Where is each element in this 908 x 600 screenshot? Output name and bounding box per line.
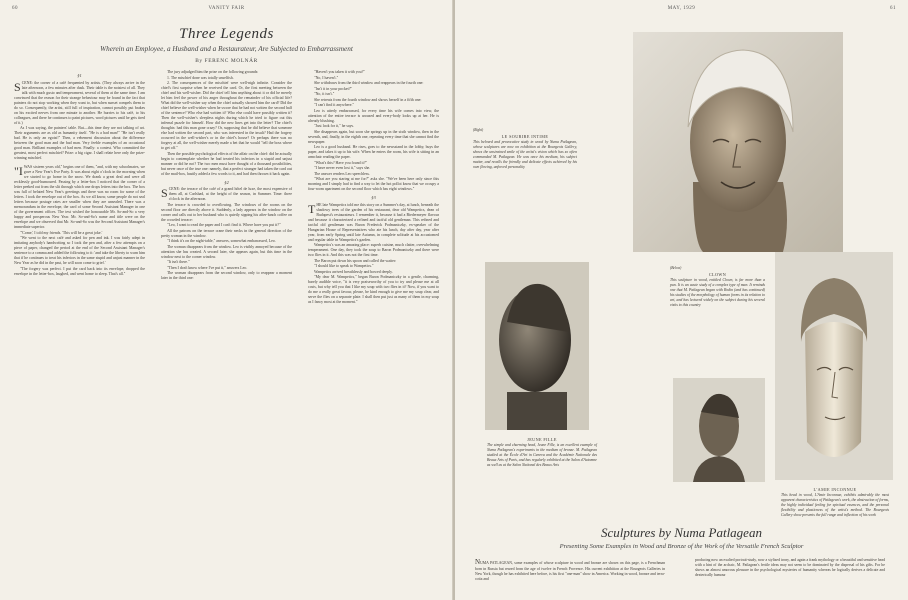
paragraph: 1. The mischief done was totally unselfish. [167, 75, 234, 80]
photo-jeune-fille [485, 262, 589, 430]
caption-text: This beloved and provocative study in wood by Numa Patlagean, whose sculptures are now on exhibition at the Bourgeois Gallery, shows the unstrained smile of the artist's vision which has so often commanded M. Patlagean. He was once his medium, his subject matter, and recalls the friendly and delicate effects achieved by his own flowing, unforced personality [473, 140, 577, 169]
paragraph: SCENE: the terrace of the café of a grand hôtel de luxe, the most expensive of them all, at Carlsbad, at the height of the season, in Summer. Time: three o'clock in the afternoon. [161, 186, 292, 202]
paragraph: Leo is utterly embarrassed, for every time his wife comes into view, the attention of the entire terrace is aroused and every-body looks up at her. He is already blushing. [308, 108, 439, 123]
paragraph: She disappears again, but soon she springs up in the sixth window, then in the seventh, and, finally, in the eighth one, repeating every time that she cannot find the newspaper. [308, 129, 439, 144]
caption-label: (Below) [670, 266, 682, 270]
paragraph: "IWAS sixteen years old," begins one of them, "and, with my schoolmates, we gave a New Year's Eve Party. It was about eight o'clock in the morning when we started to go home in the snow. We drank a great deal and were all recklessly good-humoured. Passing by a letter-box I noticed that the corner of a letter peeked out from the slit through which one drops letters into the box. The box was full of belated New Year's greetings and there was no room for some of the letters. I took the envelope out of the box. As we all know, some people do not seal letters because postage rates are smaller when they are unsealed. There was a memorandum in the envelope, the card of some Second Assistant Manager in one of the government offices. The text wished the honourable Mr. So-and-So a very happy and prosperous New Year. Mr. So-and-So's name and title were on the envelope and we observed that Mr. So-and-So was the Second Assistant Manager's immediate superior. [14, 164, 145, 230]
caption-text: The simple and charming head, Jeune Fille, is an excellent example of Numa Patlagean's experiments in the medium of bronze. M. Patlagean studied at the École d'Art in Geneva and the Académie Nationale des Beaux Arts of Paris, and has regularly exhibited at the Salon d'Automne as well as at the Salon National des Beaux Arts [487, 443, 597, 468]
text-column-1 [14, 70, 145, 592]
paragraph: "It isn't there." [167, 260, 190, 265]
paragraph: Wampetics's was an amazing place: superb cuisine, much clatter, overwhelming temperament. One day, they took the soup to Baron Podmaniczky and there were two flies in it. And this was not the first time. [308, 243, 439, 258]
caption-text: This head in wood, L'Amie Inconnue, exhibits admirably the most apparent characteristics of Patlagean's work, the abstraction of forms, the highly individual feeling for spiritual essences, and the personal flexibility and plasticness of the artist's method. The Bourgeois Gallery show presents the full range and inflection of his work [781, 493, 889, 518]
paragraph: "What are you staring at me for?" asks she. "We've been here only since this morning and I simply had to find a way to let the hot polloi know that we occupy a four-room apartment on the second floor which has eight windows." [308, 177, 439, 191]
paragraph: "The forgery was perfect. I put the card back into its envelope, dropped the envelope in the letter-box, laughed, and went home to sleep. That's all." [14, 266, 145, 276]
paragraph: "What's this? Have you found it?" [314, 160, 368, 165]
paragraph: "I think it's on the night-table," answers, somewhat embarrassed, Leo. [167, 239, 276, 244]
caption-title: JEUNE FILLE [527, 437, 557, 442]
text-column-3 [308, 70, 439, 592]
paragraph: The Baron put down his spoon and called the waiter: [314, 258, 397, 263]
paragraph: The terrace is crowded to overflowing. The windows of the rooms on the second floor are directly above it. Suddenly, a lady appears in the window on the corner and calls out to her husband who is quietly sipping his after-lunch coffee on the crowded terrace: [161, 202, 292, 222]
caption-jeune-fille [487, 436, 597, 468]
paragraph: The jury adjudged him the prize on the following grounds: [167, 70, 259, 74]
left-page [0, 0, 453, 600]
paragraph: "We went to the next café and asked for pen and ink. I was fairly adept in imitating anybody's handwriting so I took the pen and, after a few attempts on a piece of paper, changed the period at the end of the Second Assistant Manager's sentence to a comma and added the following to it: 'and take the liberty to warn him that if he continues to treat his inferiors in the same stupid and unjust manner in the New Year as he did in the past, he will soon come to grief.' [14, 236, 145, 266]
paragraph: THE late Wampetics told me this story on a Summer's day, at lunch, beneath the shadowy trees of the garden of his restaurant, dear old Wampetics, dean of Budapest's restaurateurs. I remember it, because it had a Biedermeyer flavour and because it characterized a refined and tactful old gentleman. This refined and tactful old gentleman was Baron Frederick Podmaniczky, ex-speaker of the Hungarian House of Representatives who ate his lunch, day after day, year after year, from early Spring until late Autumn, in complete solitude at his accustomed and regular table in Wampetics's garden. [308, 201, 439, 242]
paragraph: Wampetics arrived breathlessly and bowed deeply. [314, 269, 393, 274]
photo-lamie-inconnue [775, 252, 893, 480]
paragraph: "No, it isn't." [314, 92, 335, 96]
paragraph: SCENE: the corner of a café frequented by artists. (They always arrive in the late afternoon, a few minutes after dusk. Their table is the noisiest of all. They talk with much gusto and temperament, several of them at the same time. I am convinced that the reason for their strange behaviour may be found in the fact that painters do not stop working when they want to, but when sunset compels them to do so. Consequently, the artist, still full of inspiration, cannot possibly put brakes on his excited nerves from one minute to another. He hurries to his café, to his colleagues, and there he continues to paint pictures, word pictures until he gets tired of it.) [14, 79, 145, 125]
paragraph: Then the possible psychological effects of the affair on the chief: did he actually begin to contemplate whether he had treated his inferiors in a stupid and unjust manner or did he not? The two men must have thought of a thousand possibilities, but never once of the true one: namely, that a perfect stranger had taken the card out of the mail-box, hastily added a few words to it, and had then thrown it back again. [161, 151, 292, 176]
paragraph: She retreats from the fourth window and shows herself in a fifth one: [314, 97, 422, 102]
section-marker: §3 [371, 195, 376, 200]
paragraph: "No, I haven't." [314, 75, 339, 80]
caption-clown [670, 266, 765, 308]
section-marker: §1 [77, 73, 82, 78]
paragraph: "I can't find it anywhere." [314, 103, 355, 107]
caption-title: CLOWN [708, 271, 727, 277]
paragraph: "Just look for it," he says. [314, 124, 355, 128]
section-marker: §2 [224, 179, 229, 185]
magazine-name: VANITY FAIR [208, 6, 245, 11]
caption-lamie-inconnue [781, 486, 889, 518]
issue-date: MAY, 1929 [667, 6, 696, 11]
sculpture-head-image [633, 32, 843, 252]
text-column-2 [161, 70, 292, 592]
intro-column-1: NUMA PATLAGEAN, some examples of whose sculpture in wood and bronze are shown on this page, is a Frenchman born in Russia but reared from the age of twelve in French Provence. His current exhibition at the Bourgeois Galleries in New York, though he has exhibited here before, is his first "one-man" show in America. Working in wood, bronze and terra-cotta and [475, 558, 665, 581]
bronze-head-image [485, 262, 589, 430]
right-page [455, 0, 908, 600]
paragraph: "Leo, I want to read the paper and I can't find it. Where have you put it?" [167, 223, 281, 228]
caption-sourire [473, 128, 577, 170]
article-title: Three Legends [179, 26, 274, 42]
bust-image [673, 378, 765, 482]
sculptures-subtitle: Presenting Some Examples in Wood and Bronze of the Work of the Versatile French Sculptor [559, 543, 804, 550]
left-folio: 60 [12, 6, 18, 11]
paragraph: 2. The consequences of the mischief were well-nigh infinite. Consider the chief's first surprise when he received the card. Or, the first meeting between the chief and his well-wisher. Did the chief tell him anything about it or did he merely let him feel the power of his anger throughout the remainder of his official life? What did the well-wisher say when the chief actually showed him the card? Did the chief believe the well-wisher when he swore that he had not written the second half of the sentence? Who else had written it? Who else could have possibly written it? Then the well-wisher's sleepless nights during which he tried to figure out this infernal puzzle for himself. How did the new lines get into the letter? The chief's thoughts: had this man gone crazy? Or, supposing that he did believe that someone else had written the second part, who was interested in the insult? Had the forgery occurred in the well-wisher's or in the chief's house? Or perhaps there was no forgery at all, the well-wisher merely made a bet that he would "tell the boss where to get off." [161, 81, 292, 150]
paragraph: "'Come,' I told my friends. 'This will be a great joke.' [20, 230, 103, 235]
caption-text: This sculpture in wood, entitled Clown, is far more than a pun. It is an acute study of a complex type of man. It reminds one that M. Patlagean began with Rodin (and has continued) his studies of the morphology of human forms in its relation to art, and has lectured widely on the subject during his several visits to this country [670, 278, 765, 307]
paragraph: "Then I don't know where I've put it," answers Leo. [167, 265, 248, 270]
paragraph: The woman disappears from the second window, only to reappear a moment later in the third one: [161, 271, 292, 281]
sculptures-title: Sculptures by Numa Patlagean [601, 525, 762, 540]
article-subtitle: Wherein an Employee, a Husband and a Restaurateur, Are Subjected to Embarrassment [100, 45, 353, 53]
paragraph: Leo is a good husband. He rises, goes to the newsstand in the lobby, buys the paper, and takes it up to his wife. When he enters the room, his wife is sitting in an armchair reading the paper. [308, 145, 439, 159]
paragraph: All the patrons on the terrace crane their necks in the general direction of the pretty woman in the window. [161, 228, 292, 238]
paragraph: "Isn't it in your pocket?" [314, 86, 353, 91]
paragraph: She withdraws from the third window and reappears in the fourth one: [314, 81, 424, 85]
caption-label: (Right) [473, 128, 484, 132]
caption-title: LE SOURIRE INTIME [501, 133, 549, 139]
intro-column-2: producing now an exalted portrait-study, now a stylized irony, and again a frank mythology or a beautiful and sensitive head with a hint of the archaic, M. Patlagean's fertile ideas may not seem to be dominated by the dispersal of his gifts. For he shows an almost amorous pleasure in the psychological mysteries of humanity whereas he logically derives a delicate and dexterically humour [695, 558, 885, 577]
caption-title: L'AMIE INCONNUE [813, 487, 857, 492]
photo-bronze-bust [673, 378, 765, 482]
paragraph: "I should like to speak to Wampetics." [314, 264, 374, 269]
paragraph: The woman disappears from the window. Leo is visibly annoyed because of the attention she has created. A second later, she appears again, but this time in the window next to the corner window. [161, 244, 292, 259]
paragraph: As I was saying, the painters' table. But—this time they are not talking of art. Their arguments are as old as humanity itself. "He is a bad man!" "He isn't really bad. He is only an egoist!" Then, a vehement discussion about the difference between the good man and the bad man. Very feeble examples of an occasional good man. Brilliant examples of bad men. Finally: a contest. Who committed the greatest, most perfect mischief? Prize: a big cigar. I shall relate here only the prize-winning mischief. [14, 126, 145, 161]
wood-head-image [775, 252, 893, 480]
article-byline: By FERENC MOLNÁR [195, 58, 258, 64]
photo-le-sourire-intime [633, 32, 843, 252]
right-folio: 61 [890, 6, 896, 11]
paragraph: The answer renders Leo speechless. [314, 171, 370, 176]
paragraph: "Haven't you taken it with you?" [314, 70, 365, 74]
paragraph: "I have never even lost it," says she. [314, 166, 371, 170]
paragraph: "My dear M. Wampetics," began Baron Podmaniczky in a gentle, charming, barely audible voice, "it is very praiseworthy of you to try and please me at all costs, but why tell you that I like my soup with two flies in it? Now, if you want to do me a really great favour, please, be kind enough to give me my soup clear, and serve the flies on a separate plate. I shall then put just as many of them in my soup as I fancy most at the moment." [308, 275, 439, 305]
